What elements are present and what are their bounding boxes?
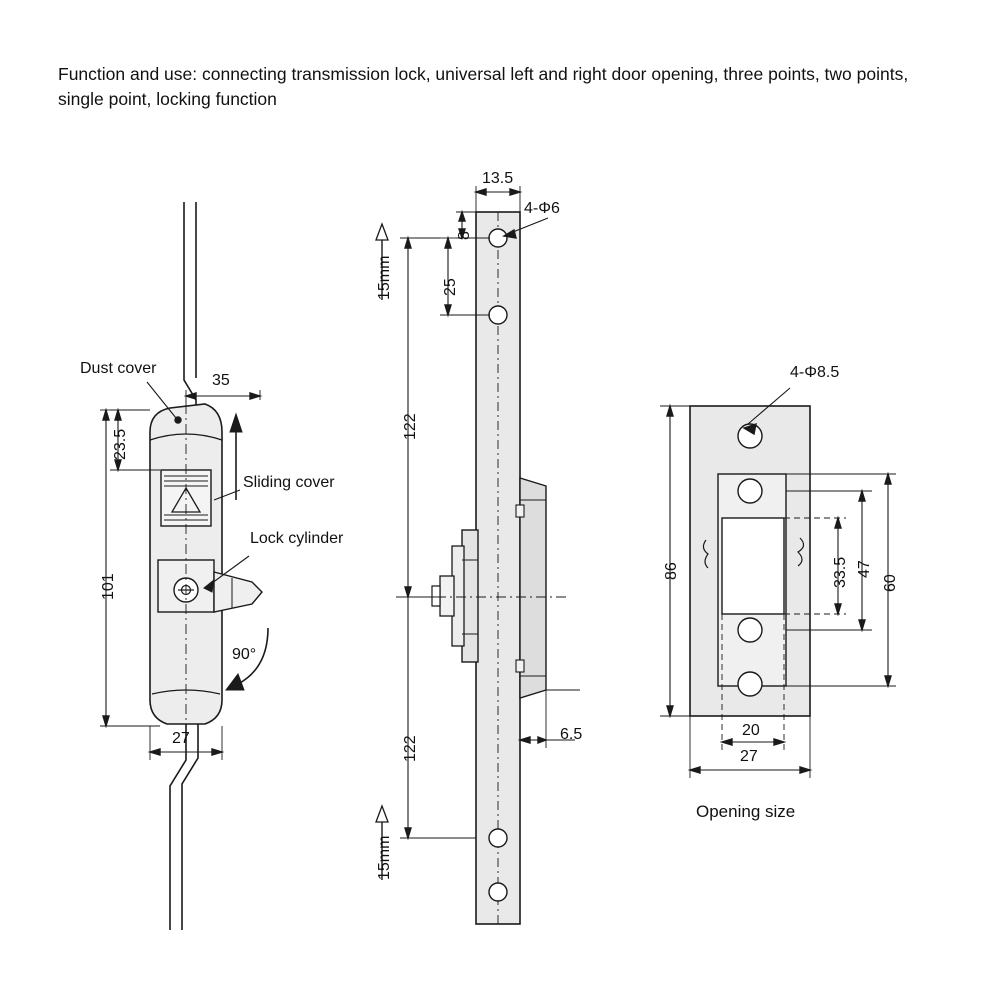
page-title: Function and use: connecting transmission lock, universal left and right door opening, three points, two points, single point, locking function (58, 64, 909, 109)
opening-size-title: Opening size (696, 802, 796, 821)
dim-13-5: 13.5 (482, 170, 514, 187)
dim-6-5: 6.5 (560, 726, 583, 743)
dim-86: 86 (663, 562, 680, 580)
dim-60: 60 (882, 574, 899, 592)
dim-15mm-top: 15mm (376, 255, 393, 300)
dim-122-top: 122 (402, 413, 419, 440)
dim-27-opening: 27 (740, 748, 758, 765)
dim-33-5: 33.5 (832, 556, 849, 588)
dim-27: 27 (172, 730, 190, 747)
dim-4-phi-6: 4-Φ6 (524, 200, 560, 217)
callout-dust-cover: Dust cover (80, 360, 157, 377)
dim-8: 8 (456, 231, 473, 240)
callout-sliding-cover: Sliding cover (243, 474, 335, 491)
dim-101: 101 (100, 573, 117, 600)
callout-lock-cylinder: Lock cylinder (250, 530, 344, 547)
dim-15mm-bottom: 15mm (376, 835, 393, 880)
dim-4-phi-8-5: 4-Φ8.5 (790, 364, 840, 381)
dim-47: 47 (856, 560, 873, 578)
dim-35: 35 (212, 372, 230, 389)
dim-20: 20 (742, 722, 760, 739)
dim-122-bottom: 122 (402, 735, 419, 762)
dim-23-5: 23.5 (112, 428, 129, 460)
dim-25: 25 (442, 278, 459, 296)
dim-90-deg: 90° (232, 646, 257, 663)
